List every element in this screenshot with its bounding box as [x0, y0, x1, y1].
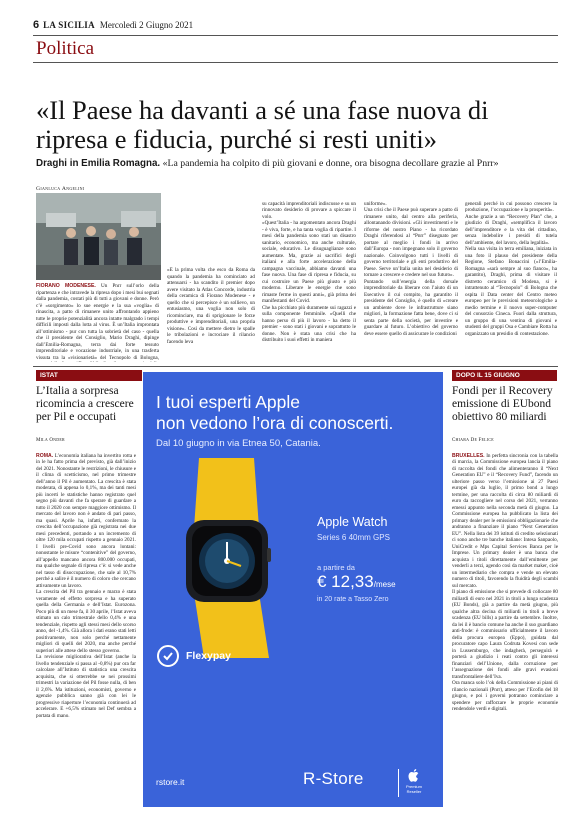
masthead: LA SICILIA [43, 20, 95, 30]
photo-draghi-visit [36, 193, 161, 280]
ad-subtitle: Dal 10 giugno in via Etnea 50, Catania. [156, 438, 321, 449]
left-story-label: ISTAT [36, 370, 142, 381]
article-column-1 [36, 283, 159, 362]
bottom-section-rule [33, 366, 558, 367]
col3-text: su capacità imprenditoriali indiscusse e su un rinnovato desiderio di provare a spiccare il volo. «Quest’Italia - ha argomentato ancora Draghi - è viva, forte, e ha tanta voglia di ripartire. I mesi della pandemia sono stati un disastro sanitario, economico, ma anche culturale, sociale, educativo. Le disuguaglianze sono aumentate. Ma, grazie ai sacrifici degli italiani e alla forte accelerazione della campagna vaccinale, abbiamo davanti una fase nuova. Una fase di ripresa e fiducia, su cui costruire un Paese più giusto e più moderno. Liberare le energie che sono rimaste ferme in questi anni», già prima dei manifestanti del Covid. Che ha picchiato più duramente sui ragazzi e sulla componente femminile. «Quelli che hanno perso di più il lavoro - ha detto il premier - sono stati i giovani e soprattutto le donne. Non è stata una crisi che ha distribuito i suoi effetti in maniera [262, 200, 356, 343]
page-number: 6 [33, 19, 40, 31]
section-rule [33, 62, 558, 63]
left-body-text: L’economia italiana ha invertito rotta e in le ha fatto prima del previsto, già dall’inizio del 2021. Nonostante le restrizioni, le chiusure e il clima di scetticismo, nel primo trimestre dell’anno il Pil è aumentato. La crescita è stata moderata, di appena lo 0,1%, ma dei tanti mesi più incerti le statistiche hanno registrato quel segno più davanti che fa sperare di guardare a tutto il 2020 con sempre maggiore ottimismo. Il mercato del lavoro non è andato di pari passo, ma quasi. Aprile ha, infatti, confermato la crescita dell’occupazione già registrata nei due mesi precedenti, portando a un incremento di oltre 120 mila occupati rispetto a gennaio 2021. I livelli pre-Covid sono ancora lontani: nonostante le misure “contenitive” del governo, all’appello mancano ancora 800.000 occupati, ma qualche segnale di ripresa c’è: si vede anche nel tasso di disoccupazione, che sale al 10,7% perché a salire è il numero di coloro che cercano attivamente un lavoro. La crescita del Pil tra gennaio e marzo è stata veramente ed effetto sorpresa e ha superato quella della Germania e dell’Istat. Eurozona. Poco più di un mese fa, il 30 aprile, l’Istat aveva stimato un calo trimestrale dello 0,4% e una tendenziale, rispetto agli stessi mesi dello scorso anno, del -1,4%. Già allora i dati erano stati letti positivamente, non solo perché nettamente migliori di quelli del 2020, ma anche perché superiori alle attese dello stesso governo. La revisione migliorativa dell’Istat (anche la livello tendenziale si passa al -0,8%) pur ora far calcolare all’Istituto di statistica una crescita acquisita, che si otterrebbe se nei prossimi trimestri la variazione del Pil fosse nulla, di ben il 2,6%. Ma istituzioni, economisti, governo e agenzie pubblica sanno già con lei le progressive riaperture l’economia continuerà ad accelerare. E +6,5% stimato nel Def sembra a portata di mano. [36, 452, 136, 719]
article-column-4 [364, 194, 458, 362]
col5-text: generali perché in cui possono crescere la produzione, l’occupazione e la prosperità». Anche grazie a un “Recovery Plan” che, a giudizio di Draghi, «semplifica il lavoro dell’imprenditore e la vita del cittadino, senza indebolire i presidi di tutela dell’ambiente, del lavoro, della legalità». Nella sua visita in terra emiliana, iniziata in una foto il plauso del presidente della Regione, Stefano Bonaccini («l’Emilia-Romagna «sarà sempre al suo fianco», ha garantito), Draghi, prima di visitare il distretto ceramico di Modena, si è intrattenuto al “Tecnopolo” di Bologna che ospita il Data center del Centro meteo europeo per le previsioni meteorologiche a medio termine e il nuovo super-computer del consorzio Cineca. Fuori dalla struttura, un gruppo di una ventina di giovani e studenti del gruppi Osa e Cambiare Rotta ha organizzato un presidio di contestazione. [465, 200, 557, 337]
ad-headline-line2: non vedono l’ora di conoscerti. [156, 413, 394, 433]
page-header [33, 17, 558, 33]
subhead-bold: Draghi in Emilia Romagna. [36, 158, 161, 169]
left-dateline: ROMA. [36, 452, 54, 459]
flexypay-icon [157, 645, 179, 667]
col1-text: Un Pnrr sull’orlo della ripartenza e che intravede la ripresa dopo i mesi bui segnati dalla pandemia, costati più di tutti a giovani e donne. Però c’è «sorgimento» lo sue energie e la sua «voglia» di rinascita, a patto di rimanere unito affrontando appieno tutte le proprie potenzialità ancora intatte malgrado i tempi difficili imposti dalla lotta al virus. È un’Italia improntata all’ottimismo - pur con tutta la sobrietà del caso - quella che il presidente del Consiglio, Mario Draghi, dipinge dall’Emilia-Romagna, terra dai forte tessuto imprenditoriale e vocazione industriale, in una trasferta vissuta tra la «visionarietà» del Tecnopolo di Bologna, [36, 283, 159, 361]
col4-text: uniforme». Una crisi che il Paese può superare a patto di rimanere unito, dal centro alla periferia, allontanando divisioni. «Gli investimenti e le riforme del nostro Piano - ha ricordato Draghi riferendosi al “Pnrr” disegnato per portare al meglio i fondi in arrivo dall’Europa - non impegnano solo il governo nazionale. Coinvolgono tutti i livelli di governo territoriale e gli enti produttivo del Paese. Serve un’Italia unita nel desiderio di tornare a crescere e credere nel suo futuro». Puntando sull’energia della dorsale imprenditoriale da liberare con l’aiuto di un Esecutivo il cui compito, ha garantito il presidente del Consiglio, è quello di «creare un ambiente dove le infrastrutture siano migliori, la formazione fatta bene, dove ci si senta parte della società, per investire e guardare al futuro. L’obiettivo del governo deve essere quello di assicurare le condizioni [364, 200, 458, 337]
ad-divider [398, 769, 399, 797]
article-headline: «Il Paese ha davanti a sé una fase nuova di ripresa e fiducia, purché si resti uniti» [36, 95, 489, 154]
left-story-body [36, 446, 136, 810]
ad-headline-line1: I tuoi esperti Apple [156, 392, 300, 412]
subhead-text: «La pandemia ha colpito di più giovani e donne, ora bisogna decollare grazie al Pnrr» [160, 158, 499, 169]
premium-reseller: Premium Reseller [405, 784, 422, 794]
right-story-title: Fondi per il Recovery emissione di EUbond obiettivo 80 miliardi [452, 385, 553, 423]
right-dateline: BRUXELLES. [452, 452, 485, 459]
right-story-label: DOPO IL 15 GIUGNO [452, 370, 557, 381]
ad-product-name: Apple Watch [317, 515, 388, 529]
col2-text: «È la prima volta che esco da Roma da quando la pandemia ha cominciato ad attenuarsi - ha scandito il premier dopo avere visitato la Atlas Concorde, industria della ceramica di Fiorano Modenese - e quello che si percepisce è un sollievo, un entusiasmo, una voglia non solo di ricominciare, ma di sprigionare le forze produttive e imprenditoriali, una propria visione». Così da mettere dietro le spalle le tribolazioni e incrociare il rilancio facendo leva [167, 267, 255, 345]
right-story-body [452, 446, 558, 810]
right-story-byline: Chiara De Felice [452, 438, 494, 443]
ad-from-label: a partire da [317, 563, 355, 572]
article-byline: Gianluca Angelini [36, 186, 85, 192]
left-story-title: L’Italia a sorpresa ricomincia a crescere per Pil e occupati [36, 385, 134, 423]
ad-rate: in 20 rate a Tasso Zero [317, 596, 389, 603]
ad-price [317, 572, 396, 592]
article-subhead [36, 158, 556, 170]
left-story-byline: Mila Onder [36, 438, 65, 443]
ad-price-unit: /mese [373, 580, 396, 589]
dateline: FIORANO MODENESE. [36, 283, 96, 289]
header-rule [33, 35, 558, 36]
ad-headline [156, 392, 393, 434]
right-body-text: In perfetta sincronia con la tabella di marcia, la Commissione europea lancia il piano di raccolta dei fondi che alimenteranno il “Next Generation EU” e il “Recovery Fund”, facendo un ulteriore passo verso l’emissione ai 27 Paesi europei già da luglio, il primo bond a lungo termine, per una raccolta di circa 80 miliardi di euro da raccogliere nel corso del 2021, verranno emessi appunto nella seconda metà di giugno. La Commissione europea ha pubblicato la lista dei primary dealer per le emissioni obbligazionarie che andranno a finanziare il piano “Next Generation EU”. Nella lista dei 39 istituti di credito selezionati ci sono anche tre banche italiane: Intesa Sanpaolo, UniCredit e Mps Capital Services Banca per le Imprese. Un primary dealer è una banca che acquista i titoli direttamente dall’emittente per venderli a terzi, agendo così da market maker, cioè un intermediario che compra e vende un elevato numero di titoli, favorendo la fluidità degli scambi sul mercato. Il piano di emissione che si prevede di collocare 80 miliardi di euro nel 2021 in titoli a lunga scadenza (EU Bonds), già a partire da metà giugno, più qualche altra decina di miliardi in titoli a breve scadenza (EU bills) a partire da settembre. Inoltre, da lei il è bancio comune ha anche il suo guardiano anti-frode: è commissario ufficialmente il lavoro della procura europea (Eppo), guidata dal procuratore capo Laura Codruta Kovesi con sede in Lussemburgo, che indagherà, perseguirà e porterà a giudizio i reati contro gli interessi finanziari dell’Unione, dalla corruzione per l’assegnazione dei fondi alle gravi evasioni transfrontaliere dell’Iva. Ora manca solo l’ok della Commissione ai piani di rilancio nazionali (Pnrr), atteso per l’Ecofin del 18 giugno, e poi i governi potranno cominciare a spendere per rafforzare le proprie economie rendendole verdi e digitali. [452, 452, 558, 712]
r-store-logo: R-Store [303, 769, 364, 788]
ad-product-sub: Series 6 40mm GPS [317, 533, 390, 542]
article-photo [36, 193, 161, 280]
ad-price-value: € 12,33 [317, 572, 374, 591]
apple-advertisement[interactable] [143, 372, 443, 807]
apple-logo-icon [408, 768, 420, 782]
issue-date: Mercoledì 2 Giugno 2021 [99, 20, 194, 30]
article-column-3 [262, 194, 356, 362]
section-title: Politica [36, 38, 95, 59]
article-column-2 [167, 267, 255, 362]
apple-watch-icon [159, 458, 319, 658]
article-column-5 [465, 194, 557, 362]
flexypay-logo: Flexypay [186, 650, 231, 662]
ad-website-link[interactable]: rstore.it [156, 777, 185, 787]
